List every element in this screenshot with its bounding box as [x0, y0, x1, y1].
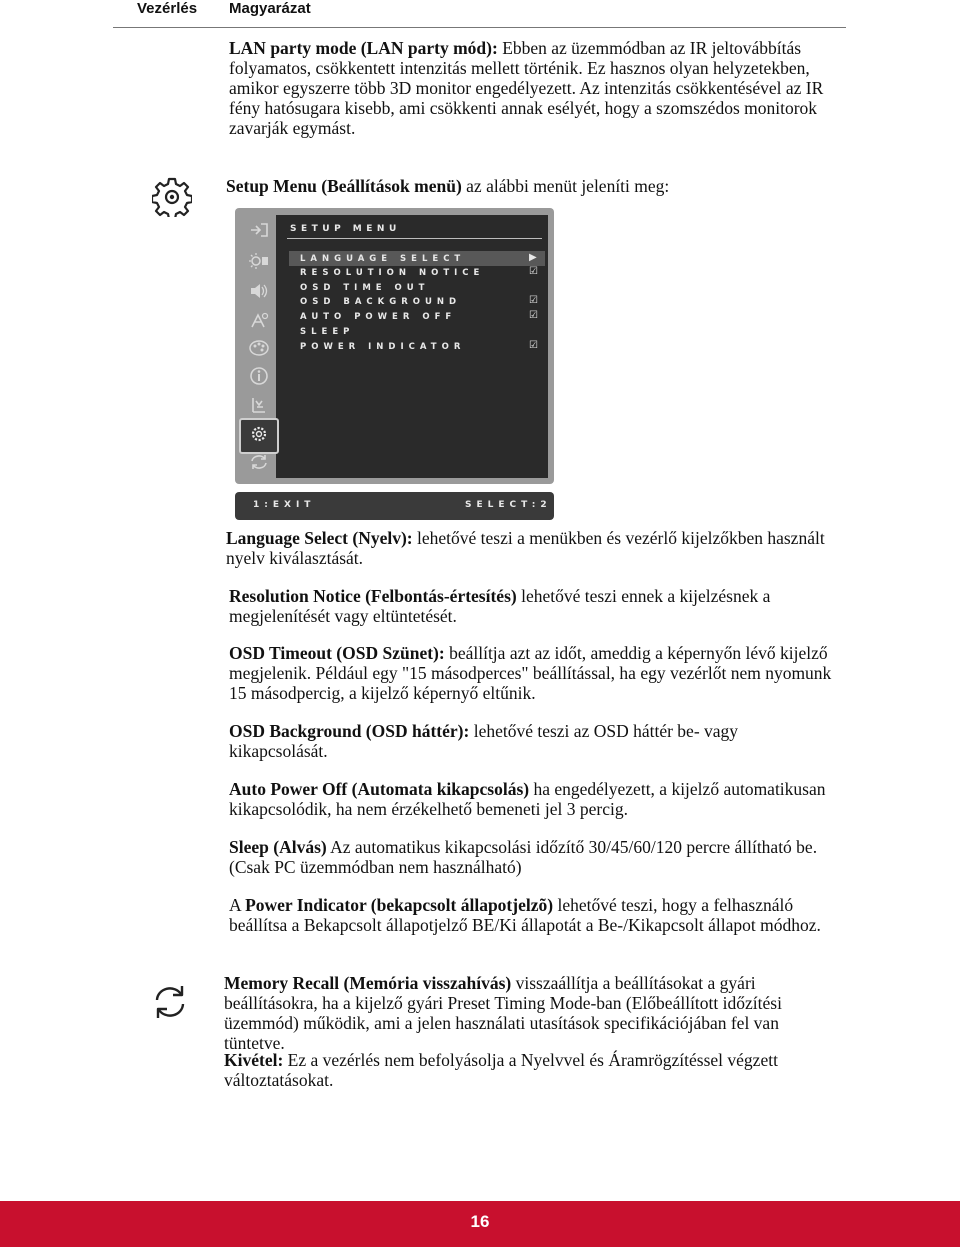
- setup-gear-icon: [248, 424, 270, 444]
- osd-item-power-indicator[interactable]: POWER INDICATOR: [300, 342, 466, 352]
- osd-item-osd-background[interactable]: OSD BACKGROUND: [300, 297, 462, 307]
- power-indicator-pre: A: [229, 895, 246, 915]
- osd-title-divider: [287, 238, 542, 239]
- header-control: Vezérlés: [137, 0, 198, 17]
- setup-paragraph: [226, 176, 846, 196]
- def-osd-timeout: [229, 643, 841, 703]
- def-resolution-notice: [229, 586, 841, 626]
- def-sleep: [229, 837, 841, 877]
- def-power-indicator: [229, 895, 844, 935]
- header-explanation: Magyarázat: [229, 0, 311, 17]
- submenu-arrow-icon: ▶: [529, 252, 537, 263]
- osd-item-language-select[interactable]: LANGUAGE SELECT: [300, 254, 466, 264]
- checkbox-icon: ☑: [529, 340, 538, 351]
- def-text: lehetővé teszi a menükben és vezérlő kijelzőkben használt nyelv kiválasztását.: [226, 528, 825, 568]
- osd-item-sleep[interactable]: SLEEP: [300, 327, 355, 337]
- osd-item-resolution-notice[interactable]: RESOLUTION NOTICE: [300, 268, 485, 278]
- osd-item-osd-time-out[interactable]: OSD TIME OUT: [300, 283, 430, 293]
- checkbox-icon: ☑: [529, 295, 538, 306]
- setup-text: az alábbi menüt jeleníti meg:: [461, 176, 670, 196]
- memory-recall-paragraph: [224, 973, 844, 1053]
- input-icon: [248, 220, 270, 240]
- lan-party-text: Ebben az üzemmódban az IR jeltovábbítás folyamatos, csökkentett intenzitás mellett történik. Ez hasznos olyan helyzetekben, amikor egyszerre több 3D monitor engedélyezett. Az intenzitás csökkentésével az IR fény hatósugara kisebb, ami csökkenti annak esélyét, hogy a szomszédos monitorok zavarják egymást.: [229, 38, 824, 138]
- def-term: OSD Timeout (OSD Szünet):: [229, 643, 445, 663]
- memory-term: Memory Recall (Memória visszahívás): [224, 973, 512, 993]
- checkbox-icon: ☑: [529, 310, 538, 321]
- palette-icon: [248, 338, 270, 358]
- page-number: 16: [470, 1212, 490, 1231]
- exception-paragraph: [224, 1050, 844, 1090]
- gear-icon: [152, 177, 192, 222]
- manual-image-icon: [248, 395, 270, 415]
- def-text: lehetővé teszi, hogy a felhasználó beállítsa a Bekapcsolt állapotjelző BE/Ki állapotát a Be-/Kikapcsolt állapot módhoz.: [229, 895, 821, 935]
- osd-select-label[interactable]: SELECT:2: [465, 500, 552, 510]
- checkbox-icon: ☑: [529, 266, 538, 277]
- osd-item-auto-power-off[interactable]: AUTO POWER OFF: [300, 312, 457, 322]
- def-text: ha engedélyezett, a kijelző automatikusan kikapcsolódik, ha nem érzékelhető bemeneti jel 3 percig.: [229, 779, 826, 819]
- def-term: OSD Background (OSD háttér):: [229, 721, 470, 741]
- osd-title: SETUP MENU: [290, 224, 401, 234]
- def-term: Auto Power Off (Automata kikapcsolás): [229, 779, 530, 799]
- def-text: Az automatikus kikapcsolási időzítő 30/45/60/120 percre állítható be. (Csak PC üzemmódban nem használható): [229, 837, 818, 877]
- header-divider: [113, 27, 846, 28]
- def-language-select: [226, 528, 841, 568]
- def-term: Power Indicator (bekapcsolt állapotjelzõ): [245, 895, 554, 915]
- color-icon: [248, 311, 270, 331]
- brightness-icon: [248, 251, 270, 271]
- exception-text: Ez a vezérlés nem befolyásolja a Nyelvvel és Áramrögzítéssel végzett változtatásokat.: [224, 1050, 778, 1090]
- def-term: Resolution Notice (Felbontás-értesítés): [229, 586, 517, 606]
- def-text: beállítja azt az időt, ameddig a képernyőn lévő kijelző megjelenik. Például egy "15 másodperces" beállítással, ha egy vezérlőt nem nyomunk 15 másodpercig, a kijelző képernyő eltűnik.: [229, 643, 832, 703]
- memory-text: visszaállítja a beállításokat a gyári beállításokra, ha a kijelző gyári Preset Timing Mode-ban (Előbeállított időzítési üzemmód) működik, ami a jelen használati utasítások specifikációjában fel van tüntetve.: [224, 973, 782, 1053]
- osd-bottom-bar: [235, 492, 554, 520]
- def-term: Language Select (Nyelv):: [226, 528, 413, 548]
- setup-term: Setup Menu (Beállítások menü): [226, 176, 462, 196]
- exception-term: Kivétel:: [224, 1050, 284, 1070]
- audio-icon: [248, 281, 270, 301]
- info-icon: [248, 366, 270, 386]
- def-text: lehetővé teszi ennek a kijelzésnek a megjelenítését vagy eltüntetését.: [229, 586, 771, 626]
- def-auto-power-off: [229, 779, 841, 819]
- osd-exit-label[interactable]: 1:EXIT: [253, 500, 316, 510]
- recall-icon: [152, 982, 188, 1027]
- def-term: Sleep (Alvás): [229, 837, 327, 857]
- def-osd-background: [229, 721, 841, 761]
- def-text: lehetővé teszi az OSD háttér be- vagy kikapcsolását.: [229, 721, 739, 761]
- memory-recall-icon: [248, 452, 270, 472]
- table-header: [0, 0, 960, 28]
- lan-party-term: LAN party mode (LAN party mód):: [229, 38, 498, 58]
- page-footer: [0, 1201, 960, 1247]
- lan-party-paragraph: [229, 38, 839, 138]
